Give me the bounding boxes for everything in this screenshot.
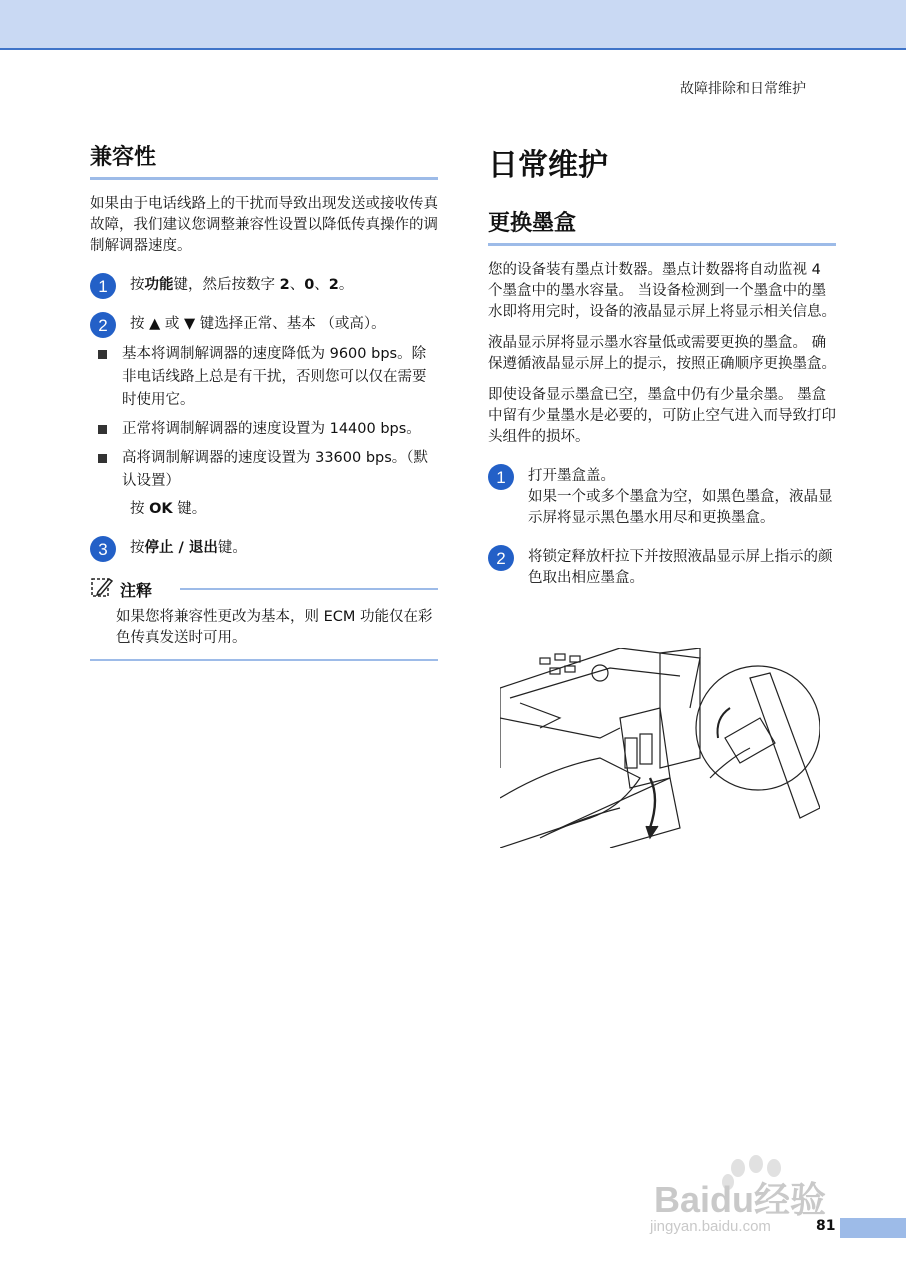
step-number: 1: [488, 464, 514, 490]
bullet-marker: [98, 425, 107, 434]
bullet-item: [98, 447, 438, 493]
note-text-part: ，则 ECM 功能仅在彩色传真发送时可用。: [116, 609, 433, 646]
step-2: [488, 547, 836, 589]
note-title: 注释: [120, 580, 153, 600]
note-pencil-icon: [90, 575, 114, 603]
section-title-replace-ink: 更换墨盒: [488, 206, 836, 246]
step-text: 、: [272, 316, 287, 332]
note-divider: [180, 588, 438, 590]
step-detail: [528, 487, 836, 529]
step-text: （或: [315, 316, 350, 332]
step-text: 键，然后按数字: [173, 277, 280, 293]
header-band: [0, 0, 906, 50]
press-ok-text: [90, 499, 438, 520]
step-text: 、: [314, 277, 329, 293]
watermark-url: jingyan.baidu.com: [650, 1218, 771, 1235]
note-text-part: 如果您将兼容性更改为: [116, 609, 261, 625]
compatibility-intro: 如果由于电话线路上的干扰而导致出现发送或接收传真故障，我们建议您调整兼容性设置以降低传真操作的调制解调器速度。: [90, 196, 438, 254]
step-3: [90, 538, 438, 559]
step-text: 按: [130, 277, 145, 293]
bullet-text: 将调制解调器的速度设置为 14400 bps。: [151, 421, 421, 437]
lcd-message: 更换墨盒: [702, 510, 760, 526]
step-number: 2: [90, 312, 116, 338]
paragraph: 您的设备装有墨点计数器。墨点计数器将自动监视 4 个墨盒中的墨水容量。 当设备检测到一个墨盒中的墨水即将用完时，设备的液晶显示屏上将显示相关信息。: [488, 262, 836, 320]
step-text: 、: [289, 277, 305, 293]
lcd-option: 正常: [243, 316, 273, 332]
step-number: 2: [488, 545, 514, 571]
digit: 0: [304, 277, 315, 293]
bullet-list: [90, 343, 438, 493]
digit: 2: [328, 277, 339, 293]
right-column: [488, 140, 836, 589]
watermark-brand: Baidu经验: [654, 1179, 827, 1220]
step-text: 打开墨盒盖。: [528, 468, 615, 484]
bullet-marker: [98, 454, 107, 463]
key-name: 功能: [144, 277, 174, 293]
left-column: [90, 140, 438, 661]
note-header: [90, 575, 438, 603]
page-number: 81: [816, 1218, 836, 1234]
step-number: 3: [90, 536, 116, 562]
step-text: 。: [760, 510, 775, 526]
step-number: 1: [90, 273, 116, 299]
bullet-text: 将调制解调器的速度降低为 9600 bps。除非电话线路上总是有干扰，否则您可以仅在需要时使用它。: [122, 346, 427, 408]
step-text: 按 ▲ 或 ▼ 键选择: [130, 316, 244, 332]
ink-cartridge-illustration: [500, 648, 820, 848]
bullet-item: [98, 343, 438, 412]
lcd-message: 黑色墨水用尽: [600, 510, 688, 526]
lcd-option: 基本: [122, 346, 151, 362]
step-text: 。: [338, 277, 354, 293]
bullet-marker: [98, 350, 107, 359]
section-title-compatibility: 兼容性: [90, 140, 438, 180]
lcd-option: 基本: [286, 316, 316, 332]
key-name: 停止 / 退出: [144, 540, 218, 556]
bullet-item: [98, 418, 438, 441]
note-box: [90, 575, 438, 661]
lcd-option: 正常: [122, 421, 151, 437]
paragraph: 液晶显示屏将显示墨水容量低或需要更换的墨盒。 确保遵循液晶显示屏上的提示，按照正确顺序更换墨盒。: [488, 335, 836, 372]
step-text: 键。: [217, 540, 247, 556]
key-name: OK: [149, 501, 173, 517]
bullet-text: 将调制解调器的速度设置为 33600 bps。（默认设置）: [122, 450, 429, 489]
page-tab: [840, 1218, 906, 1238]
step-text: ）。: [363, 316, 386, 332]
chapter-title: 日常维护: [488, 148, 608, 183]
lcd-option: 高: [122, 450, 137, 466]
note-text: [90, 607, 438, 661]
step-text: 和: [687, 510, 702, 526]
digit: 2: [279, 277, 290, 293]
step-text: 将锁定释放杆拉下并按照液晶显示屏上指示的颜色取出相应墨盒。: [528, 549, 833, 586]
lcd-option: 高: [349, 316, 364, 332]
step-text: 键。: [172, 501, 207, 517]
paragraph: 即使设备显示墨盒已空，墨盒中仍有少量余墨。 墨盒中留有少量墨水是必要的，可防止空气进入而导致打印头组件的损坏。: [488, 387, 836, 445]
step-1: [90, 275, 438, 296]
step-text: 如果一个或多个墨盒为空，如黑色墨盒，液晶显示屏将显示: [528, 489, 833, 526]
chapter-header: 故障排除和日常维护: [680, 81, 806, 97]
step-2: [90, 314, 438, 335]
step-text: 按: [130, 501, 150, 517]
step-1: [488, 466, 836, 529]
step-text: 按: [130, 540, 145, 556]
lcd-option: 基本: [261, 609, 290, 625]
